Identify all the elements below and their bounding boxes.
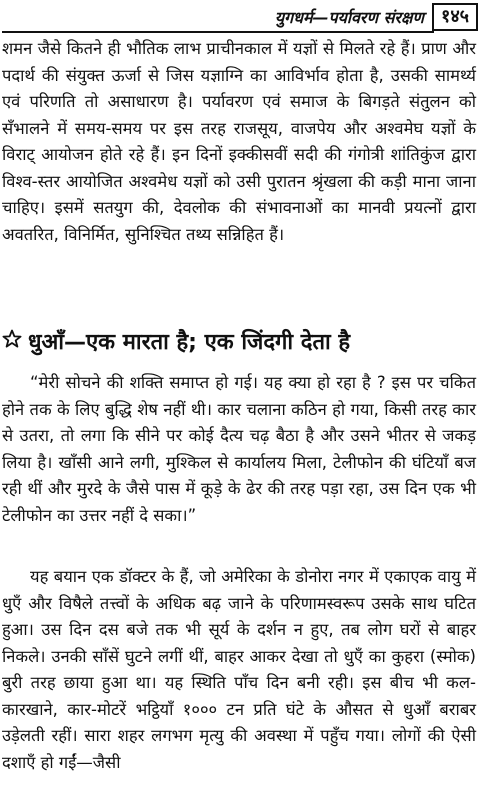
header-title: युगधर्म—पर्यावरण संरक्षण [274, 8, 424, 27]
running-header [0, 0, 480, 34]
page-number: १४५ [432, 3, 478, 31]
section-heading [2, 326, 476, 362]
section-title: धुआँ—एक मारता है; एक जिंदगी देता है [28, 330, 351, 355]
intro-paragraph: शमन जैसे कितने ही भौतिक लाभ प्राचीनकाल में यज्ञों से मिलते रहे हैं। प्राण और पदार्थ की संयुक्त ऊर्जा से जिस यज्ञाग्नि का आविर्भाव होता है, उसकी सामर्थ्य एवं परिणति तो असाधारण है। पर्यावरण एवं समाज के बिगड़ते संतुलन को सँभालने में समय-समय पर इस तरह राजसूय, वाजपेय और अश्वमेघ यज्ञों के विराट् आयोजन होते रहे हैं। इन दिनों इक्कीसवीं सदी की गंगोत्री शांतिकुंज द्वारा विश्व-स्तर आयोजित अश्वमेध यज्ञों को उसी पुरातन श्रृंखला की कड़ी माना जाना चाहिए। इसमें सतयुग की, देवलोक की संभावनाओं का मानवी प्रयत्नों द्वारा अवतरित, विनिर्मित, सुनिश्चित तथ्य सन्निहित हैं। [2, 39, 476, 244]
story-paragraph: यह बयान एक डॉक्टर के हैं, जो अमेरिका के डोनोरा नगर में एकाएक वायु में धुएँ और विषैले तत्त्वों के अधिक बढ़ जाने के परिणामस्वरूप उसके साथ घटित हुआ। उस दिन दस बजे तक भी सूर्य के दर्शन न हुए, तब लोग घरों से बाहर निकले। उनकी साँसें घुटने लगीं थीं, बाहर आकर देखा तो धुएँ का कुहरा (स्मोक) बुरी तरह छाया हुआ था। यह स्थिति पाँच दिन बनी रही। इस बीच भी कल-कारखाने, कार-मोटरें भट्ठियाँ १००० टन प्रति घंटे के औसत से धुआँ बराबर उड़ेलती रहीं। सारा शहर लगभग मृत्यु की अवस्था में पहुँच गया। लोगों की ऐसी दशाएँ हो गईं—जैसी [2, 567, 476, 772]
star-outline-icon [2, 329, 22, 354]
header-rule [2, 31, 434, 33]
quote-paragraph: “मेरी सोचने की शक्ति समाप्त हो गई। यह क्या हो रहा है ? इस पर चकित होने तक के लिए बुद्धि शेष नहीं थी। कार चलाना कठिन हो गया, किसी तरह कार से उतरा, तो लगा कि सीने पर कोई दैत्य चढ़ बैठा है और उसने भीतर से जकड़ लिया है। खाँसी आने लगी, मुश्किल से कार्यालय मिला, टेलीफोन की घंटियाँ बज रही थीं और मुरदे के जैसे पास में कूड़े के ढेर की तरह पड़ा रहा, उस दिन एक भी टेलीफोन का उत्तर नहीं दे सका।” [2, 373, 476, 525]
